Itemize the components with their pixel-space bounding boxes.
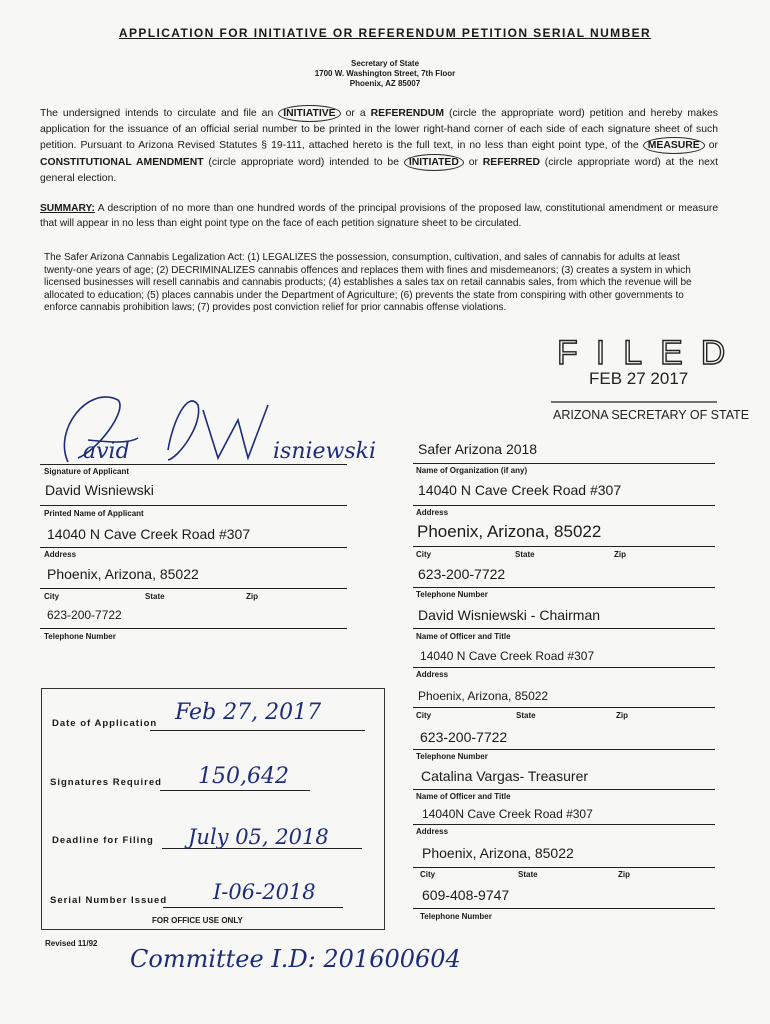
serial-number-value: I-06-2018 (213, 880, 316, 904)
officer1-state-label: State (516, 711, 536, 720)
organization-address-label: Address (416, 508, 449, 517)
officer1-city-value: Phoenix, Arizona, 85022 (418, 689, 549, 703)
initiated-circled: INITIATED (404, 154, 464, 171)
referred-word: REFERRED (482, 157, 540, 168)
filed-stamp-graphic (549, 326, 750, 424)
printed-name-label: Printed Name of Applicant (44, 509, 144, 518)
officer1-address-label: Address (416, 670, 449, 679)
signatures-required-value: 150,642 (198, 764, 289, 789)
signature-label: Signature of Applicant (44, 467, 130, 476)
applicant-signature (48, 380, 388, 465)
office-name: Secretary of State (350, 59, 420, 68)
officer2-zip-label: Zip (618, 870, 630, 879)
serial-number-label: Serial Number Issued (50, 895, 168, 906)
officer2-phone-value: 609-408-9747 (422, 887, 510, 903)
officer2-name-value: Catalina Vargas- Treasurer (421, 768, 589, 784)
revised-date: Revised 11/92 (45, 939, 98, 948)
organization-state-label: State (515, 550, 535, 559)
officer2-phone-label: Telephone Number (420, 912, 492, 921)
summary-body: The Safer Arizona Cannabis Legalization Act: (1) LEGALIZES the possession, consumption, cultivation, and sales of cannabis for adults at least twenty-one years of age; (2) DECRIMINALIZES cannabis offences and replaces them with fines and misdemeanors; (3) creates a system in which licensed businesses will resell cannabis and cannabis products; (4) establishes a sales tax on retail cannabis sales, from which the revenue will be allocated to education; (5) places cannabis under the Department of Agriculture; (6) prevents the state from conspiring with other governments to enforce cannabis prohibition laws; (7) provides post conviction relief for prior cannabis offense violations. (44, 252, 692, 314)
organization-address-value: 14040 N Cave Creek Road #307 (418, 482, 622, 498)
form-title: APPLICATION FOR INITIATIVE OR REFERENDUM PETITION SERIAL NUMBER (118, 26, 652, 40)
signatures-required-label: Signatures Required (50, 777, 162, 788)
organization-phone-label: Telephone Number (416, 590, 488, 599)
date-of-application-value: Feb 27, 2017 (175, 700, 322, 725)
officer2-address-label: Address (416, 827, 449, 836)
officer2-city-value: Phoenix, Arizona, 85022 (422, 845, 574, 861)
svg-text:avid: avid (83, 439, 130, 464)
referendum-word: REFERENDUM (370, 108, 444, 119)
officer2-address-value: 14040N Cave Creek Road #307 (422, 807, 593, 821)
summary-description: SUMMARY: A description of no more than one hundred words of the principal provisions of the proposed law, constitutional amendment or measure that will appear in no less than eight point type on the face of each petition signature sheet to be circulated. (40, 203, 718, 229)
stamp-filed-text: FILED (557, 334, 744, 372)
applicant-zip-label: Zip (246, 592, 258, 601)
organization-name-label: Name of Organization (if any) (416, 466, 528, 475)
summary-label: SUMMARY: (40, 203, 95, 214)
for-office-use-only: FOR OFFICE USE ONLY (152, 916, 243, 925)
office-street: 1700 W. Washington Street, 7th Floor (314, 69, 456, 78)
organization-city-value: Phoenix, Arizona, 85022 (417, 522, 602, 541)
officer1-phone-label: Telephone Number (416, 752, 488, 761)
officer1-city-label: City (416, 711, 432, 720)
officer1-name-value: David Wisniewski - Chairman (418, 607, 601, 623)
deadline-for-filing-value: July 05, 2018 (188, 825, 329, 849)
intro-paragraph: The undersigned intends to circulate and file an INITIATIVE or a REFERENDUM (circle the appropriate word) petition and hereby makes application for the issuance of an official serial number to be printed in the lower right-hand corner of each side of each signature sheet of such petition. Pursuant to Arizona Revised Statutes § 19-111, attached hereto is the full text, in no less than eight point type, of the MEASURE or CONSTITUTIONAL AMENDMENT (circle appropriate word) intended to be INITIATED or REFERRED (circle appropriate word) at the next general election. (40, 105, 718, 186)
deadline-for-filing-label: Deadline for Filing (52, 835, 154, 846)
constitutional-amendment-word: CONSTITUTIONAL AMENDMENT (40, 157, 204, 168)
officer1-address-value: 14040 N Cave Creek Road #307 (420, 649, 595, 663)
applicant-address-label: Address (44, 550, 77, 559)
stamp-date-text: FEB 27 2017 (589, 369, 689, 388)
organization-city-label: City (416, 550, 432, 559)
officer1-phone-value: 623-200-7722 (420, 729, 508, 745)
applicant-city-value: Phoenix, Arizona, 85022 (47, 566, 199, 582)
filed-stamp (549, 326, 750, 424)
officer1-zip-label: Zip (616, 711, 628, 720)
officer1-name-label: Name of Officer and Title (416, 632, 511, 641)
officer2-name-label: Name of Officer and Title (416, 792, 511, 801)
applicant-address-value: 14040 N Cave Creek Road #307 (47, 526, 251, 542)
applicant-phone-label: Telephone Number (44, 632, 116, 641)
officer2-city-label: City (420, 870, 436, 879)
printed-name-value: David Wisniewski (45, 482, 154, 498)
applicant-phone-value: 623-200-7722 (47, 608, 122, 622)
office-city: Phoenix, AZ 85007 (349, 79, 421, 88)
signature-scribble (48, 380, 388, 465)
applicant-state-label: State (145, 592, 165, 601)
stamp-office-text: ARIZONA SECRETARY OF STATE (553, 408, 750, 422)
officer2-state-label: State (518, 870, 538, 879)
measure-circled: MEASURE (643, 137, 705, 154)
initiative-circled: INITIATIVE (278, 105, 340, 122)
svg-text:isniewski: isniewski (273, 439, 377, 464)
date-of-application-label: Date of Application (52, 718, 158, 729)
committee-id: Committee I.D: 201600604 (130, 945, 461, 973)
organization-name-value: Safer Arizona 2018 (418, 441, 538, 457)
applicant-city-label: City (44, 592, 60, 601)
organization-zip-label: Zip (614, 550, 626, 559)
organization-phone-value: 623-200-7722 (418, 566, 506, 582)
